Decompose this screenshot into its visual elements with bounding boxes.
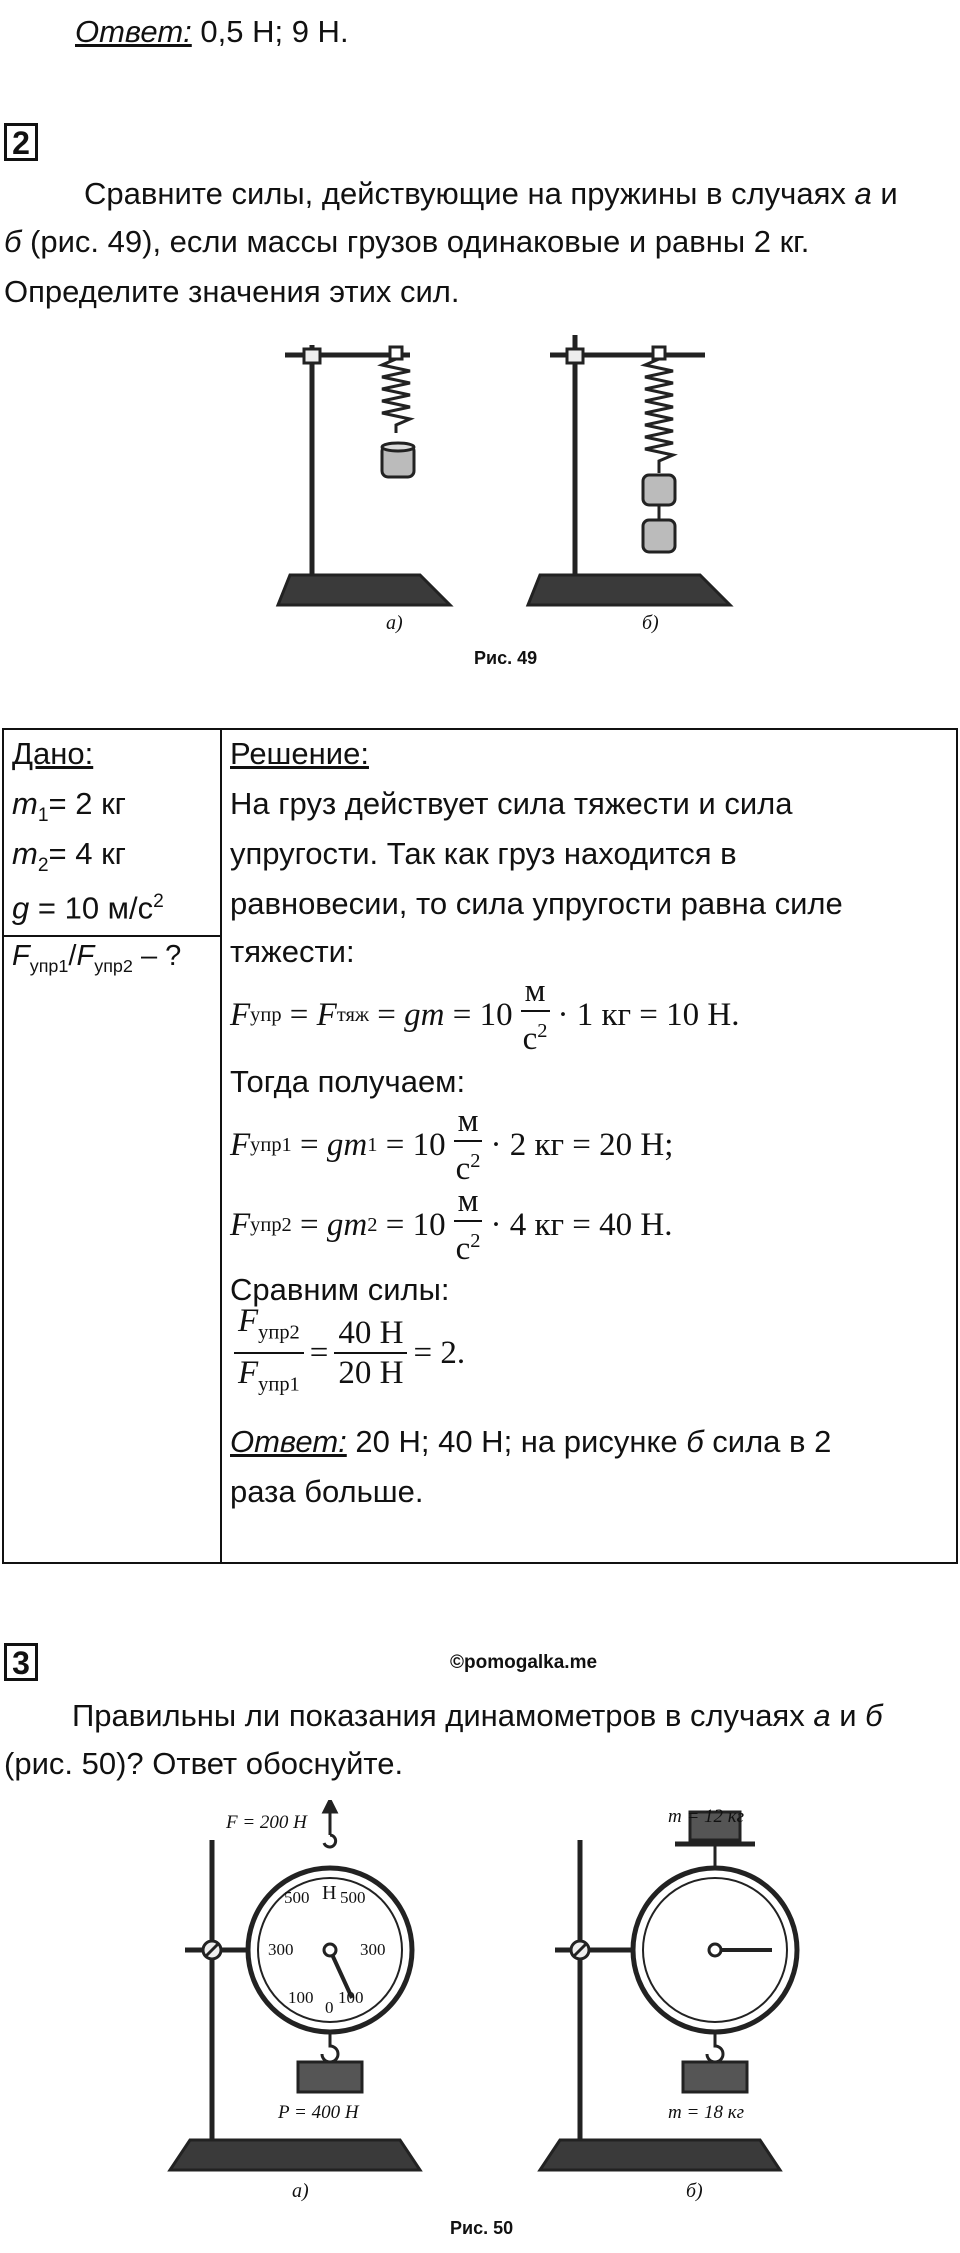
fig50-label-b: б)	[686, 2180, 703, 2202]
figure-50	[160, 1800, 810, 2250]
table-divider-vertical	[220, 730, 222, 1562]
solution-line-2: упругости. Так как груз находится в	[230, 836, 737, 871]
task2-and: и	[871, 176, 898, 211]
solution-line-3: равновесии, то сила упругости равна силе	[230, 886, 843, 921]
task3-line1: Правильны ли показания динамометров в случаях а и б	[72, 1698, 883, 1733]
fig50-label-a: а)	[292, 2180, 309, 2202]
task-number-3: 3	[4, 1643, 38, 1681]
solution-line-4: тяжести:	[230, 934, 355, 969]
dial-a-500r: 500	[340, 1888, 366, 1907]
task2-case-b: б	[4, 224, 22, 259]
spring-b-icon	[645, 359, 673, 473]
dial-a-500l: 500	[284, 1888, 310, 1907]
equation-2: F упр1 = gm 1 = 10 $\frac{м}{с^2}$ · 2 кг = 20 Н;	[230, 1103, 674, 1187]
answer-label: Ответ:	[75, 14, 192, 49]
given-m2: $m_2= 4$ кг	[12, 836, 126, 877]
task2-text-1: Сравните силы, действующие на пружины в случаях	[84, 176, 855, 211]
dial-a-100r: 100	[338, 1988, 364, 2007]
fig49-caption: Рис. 49	[474, 648, 538, 668]
given-title: Дано:	[12, 736, 94, 771]
dial-a-300r: 300	[360, 1940, 386, 1959]
solution-compare: Сравним силы:	[230, 1272, 450, 1307]
watermark: ©pomogalka.me	[450, 1652, 598, 1673]
task2-text-2: (рис. 49), если массы грузов одинаковые и равны 2 кг.	[21, 224, 810, 259]
given-g: g = 10 $м/с^2$	[12, 890, 164, 926]
task2-line2	[4, 218, 809, 266]
fig50-force: F = 200 Н	[226, 1812, 307, 1833]
stand-base-a	[278, 575, 450, 605]
fig50-weight: P = 400 Н	[278, 2102, 359, 2123]
solution-title: Решение:	[230, 736, 369, 771]
dial-a-h: Н	[322, 1882, 337, 1904]
task2-line1	[84, 170, 898, 218]
task3-line2: (рис. 50)? Ответ обоснуйте.	[4, 1746, 404, 1781]
task2-case-a: а	[854, 176, 872, 211]
dial-a-300l: 300	[268, 1940, 294, 1959]
fig49-label-b: б)	[642, 612, 659, 634]
solution-then: Тогда получаем:	[230, 1064, 466, 1099]
task-number-2: 2	[4, 123, 38, 161]
fig50-top-mass: m = 12 кг	[668, 1806, 745, 1827]
solution-line-1: На груз действует сила тяжести и сила	[230, 786, 793, 821]
task2-line3: Определите значения этих сил.	[4, 274, 460, 309]
equation-ratio: $\frac{F_{упр2}}{F_{упр1}}$ = $\frac{40 Н}{20 Н}$ = 2.	[228, 1308, 465, 1398]
equation-3: F упр2 = gm 2 = 10 $\frac{м}{с^2}$ · 4 кг = 40 Н.	[230, 1183, 673, 1267]
fig50-bottom-mass: m = 18 кг	[668, 2102, 745, 2123]
equation-1: F упр = F тяж = gm = 10 $\frac{м}{с^2}$ · 1 кг = 10 Н.	[230, 973, 740, 1057]
fig49-label-a: а)	[386, 612, 403, 634]
given-find: $F_{упр1}/F_{упр2}$ – ?	[12, 940, 182, 976]
given-m1: $m_1= 2$ кг	[12, 786, 126, 827]
fig50-caption: Рис. 50	[450, 2218, 514, 2238]
dial-a-0: 0	[325, 1998, 334, 2017]
solution-answer-2: раза больше.	[230, 1474, 424, 1509]
spring-a-icon	[382, 359, 410, 433]
solution-answer: Ответ: 20 Н; 40 Н; на рисунке б сила в 2	[230, 1424, 832, 1459]
answer-value: 0,5 Н; 9 Н.	[191, 14, 349, 49]
figure-49	[270, 325, 750, 685]
top-answer	[75, 8, 349, 56]
dial-a-100l: 100	[288, 1988, 314, 2007]
stand-base-b	[528, 575, 730, 605]
